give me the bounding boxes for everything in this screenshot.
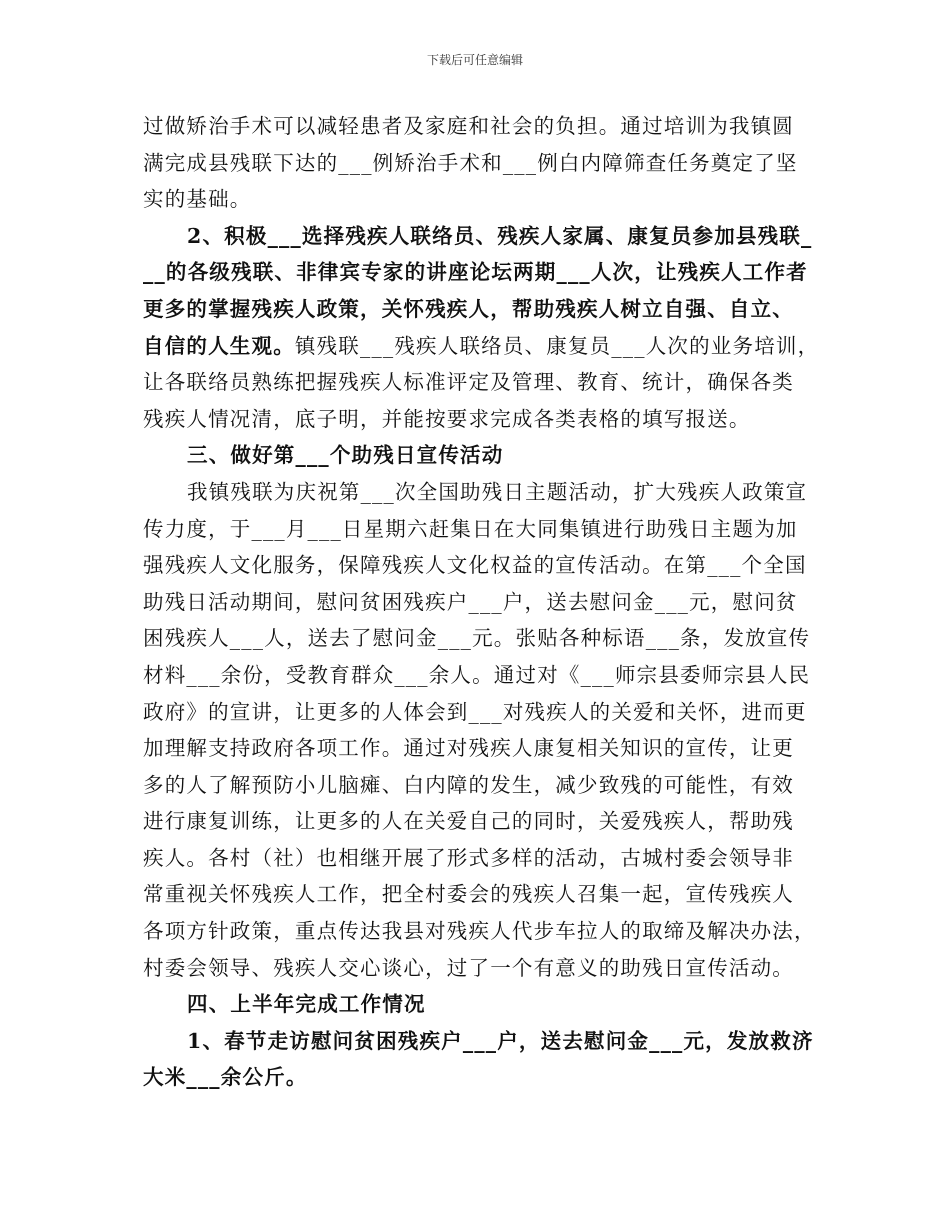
paragraph-line: 进行康复训练，让更多的人在关爱自己的同时，关爱残疾人，帮助残 <box>143 809 794 834</box>
paragraph-line: 加理解支持政府各项工作。通过对残疾人康复相关知识的宣传，让更 <box>143 736 794 761</box>
mixed-line <box>143 328 820 365</box>
paragraph-line: 村委会领导、残疾人交心谈心，过了一个有意义的助残日宣传活动。 <box>143 955 794 980</box>
paragraph-text: 镇残联___残疾人联络员、康复员___人次的业务培训， <box>294 333 820 358</box>
paragraph-line: 我镇残联为庆祝第___次全国助残日主题活动，扩大残疾人政策宣 <box>187 479 808 504</box>
paragraph-line: 强残疾人文化服务，保障残疾人文化权益的宣传活动。在第___个全国 <box>143 553 807 578</box>
item-heading-line: 2、积极___选择残疾人联络员、残疾人家属、康复员参加县残联_ <box>187 223 813 248</box>
paragraph-line: 过做矫治手术可以减轻患者及家庭和社会的负担。通过培训为我镇圆 <box>143 114 794 138</box>
section-heading: 三、做好第___个助残日宣传活动 <box>187 443 504 468</box>
paragraph-line: 疾人。各村（社）也相继开展了形式多样的活动，古城村委会领导非 <box>143 845 794 870</box>
item-heading-line: 更多的掌握残疾人政策，关怀残疾人，帮助残疾人树立自强、自立、 <box>143 296 794 321</box>
paragraph-line: 满完成县残联下达的___例矫治手术和___例白内障筛查任务奠定了坚 <box>143 150 798 175</box>
paragraph-line: 政府》的宣讲，让更多的人体会到___对残疾人的关爱和关怀，进而更 <box>143 699 807 724</box>
page-header: 下载后可任意编辑 <box>426 53 523 67</box>
paragraph-line: 多的人了解预防小儿脑瘫、白内障的发生，减少致残的可能性，有效 <box>143 772 794 797</box>
item-heading-line: 1、春节走访慰问贫困残疾户___户，送去慰问金___元，发放救济 <box>187 1028 814 1053</box>
paragraph-line: 常重视关怀残疾人工作，把全村委会的残疾人召集一起，宣传残疾人 <box>143 882 794 907</box>
paragraph-line: 各项方针政策，重点传达我县对残疾人代步车拉人的取缔及解决办法， <box>143 919 816 944</box>
item-heading-line: 大米___余公斤。 <box>143 1065 308 1090</box>
paragraph-line: 让各联络员熟练把握残疾人标准评定及管理、教育、统计，确保各类 <box>143 370 794 395</box>
document-body <box>143 108 820 1096</box>
paragraph-line: 残疾人情况清，底子明，并能按要求完成各类表格的填写报送。 <box>143 406 751 431</box>
paragraph-line: 材料___余份，受教育群众___余人。通过对《___师宗县委师宗县人民 <box>143 662 811 687</box>
paragraph-line: 实的基础。 <box>143 187 252 212</box>
item-heading-line: __的各级残联、非律宾专家的讲座论坛两期___人次，让残疾人工作者 <box>143 260 808 285</box>
section-heading: 四、上半年完成工作情况 <box>187 992 426 1017</box>
item-heading-end: 自信的人生观。 <box>143 333 295 358</box>
paragraph-line: 助残日活动期间，慰问贫困残疾户___户，送去慰问金___元，慰问贫 <box>143 589 798 614</box>
paragraph-line: 传力度，于___月___日星期六赶集日在大同集镇进行助残日主题为加 <box>143 516 798 541</box>
paragraph-line: 困残疾人___人，送去了慰问金___元。张贴各种标语___条，发放宣传 <box>143 626 811 651</box>
